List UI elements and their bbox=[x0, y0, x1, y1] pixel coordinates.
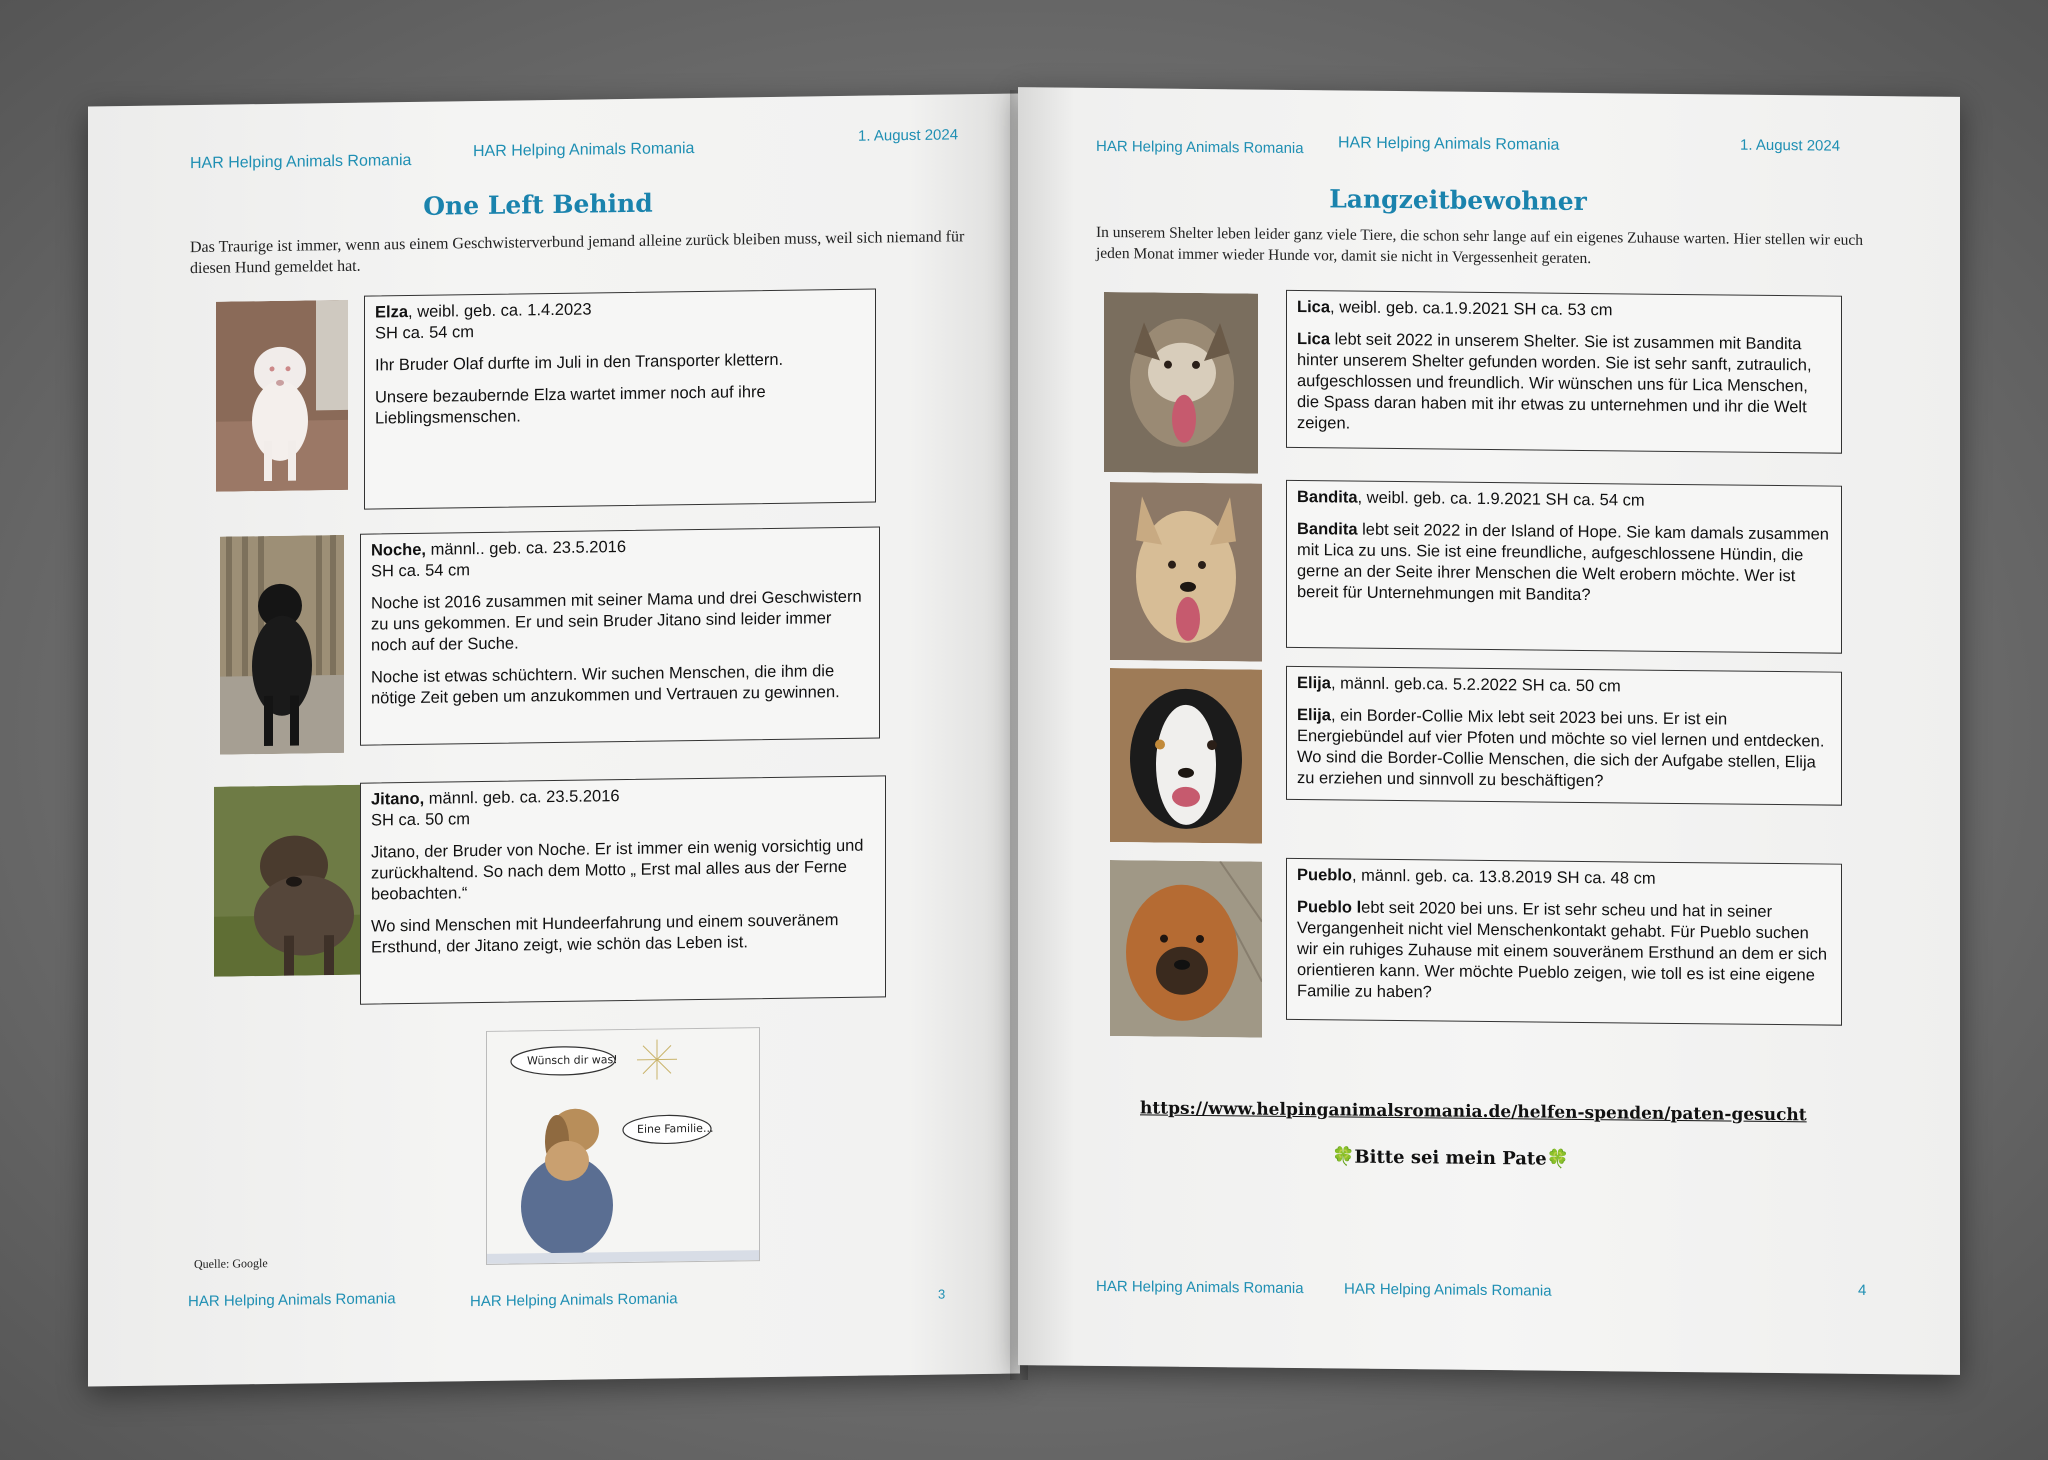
page-number: 3 bbox=[938, 1286, 946, 1302]
dog-name-lead: Pueblo l bbox=[1297, 897, 1362, 917]
header-date: 1. August 2024 bbox=[858, 126, 959, 145]
dog-card-elza bbox=[364, 289, 876, 510]
speech-bubble: Eine Familie... bbox=[637, 1121, 714, 1136]
dog-text: Wo sind Menschen mit Hundeerfahrung und einem souveränem Ersthund, der Jitano zeigt, wie schön das Leben ist. bbox=[371, 911, 839, 957]
page-title: One Left Behind bbox=[423, 188, 653, 221]
dog-name: Elija bbox=[1297, 673, 1331, 693]
dog-text: lebt seit 2022 in der Island of Hope. Sie kam damals zusammen mit Lica zu uns. Sie ist eine freundliche, aufgeschlossene Hündin, die gerne an der Seite ihrer Menschen die Welt erobern möchte. Wer ist bereit für Unternehmungen mit Bandita? bbox=[1297, 520, 1829, 605]
dog-card-elija bbox=[1286, 666, 1842, 806]
dog-meta: , weibl. geb. ca. 1.9.2021 SH ca. 54 cm bbox=[1357, 488, 1645, 510]
page-number: 4 bbox=[1858, 1281, 1867, 1299]
right-page bbox=[1018, 87, 1960, 1375]
dog-size: SH ca. 54 cm bbox=[375, 323, 475, 343]
speech-bubble: Wünsch dir was! bbox=[527, 1053, 618, 1068]
dog-card-bandita bbox=[1286, 480, 1842, 654]
dog-text: , ein Border-Collie Mix lebt seit 2023 bei uns. Er ist ein Energiebündel auf vier Pfoten und möchte so viel lernen und entdecken. Wo sind die Border-Collie Menschen, die sich der Aufgabe stellen, Elija zu erziehen und sinnvoll zu beschäftigen? bbox=[1297, 706, 1825, 791]
dog-name-lead: Lica bbox=[1297, 329, 1331, 349]
dog-text: Ihr Bruder Olaf durfte im Juli in den Transporter klettern. bbox=[375, 350, 784, 375]
dog-text: lebt seit 2022 in unserem Shelter. Sie ist zusammen mit Bandita hinter unserem Shelter gefunden worden. Sie ist sehr sanft, zutraulich, aufgeschlossen und freundlich. Wir wünschen uns für Lica Menschen, die Spass daran haben mit ihr etwas zu unternehmen und ihr die Welt zeigen. bbox=[1297, 330, 1812, 433]
footer-brand: HAR Helping Animals Romania bbox=[470, 1290, 678, 1311]
header-brand: HAR Helping Animals Romania bbox=[473, 140, 695, 161]
dog-meta: , männl. geb.ca. 5.2.2022 SH ca. 50 cm bbox=[1330, 674, 1621, 696]
footer-brand: HAR Helping Animals Romania bbox=[1096, 1277, 1304, 1298]
footer-brand: HAR Helping Animals Romania bbox=[188, 1290, 396, 1311]
dog-size: SH ca. 50 cm bbox=[371, 810, 471, 830]
dog-text: ebt seit 2020 bei uns. Er ist sehr scheu und hat in seiner Vergangenheit nicht viel Menschenkontakt gehabt. Für Pueblo suchen wir ein ruhiges Zuhause mit einem souveränem Ersthund an dem er sich orientieren kann. Wer möchte Pueblo zeigen, wie toll es ist eine eigene Familie zu haben? bbox=[1297, 898, 1828, 1002]
dog-name-lead: Bandita bbox=[1297, 519, 1358, 539]
dog-meta: , weibl. geb. ca.1.9.2021 SH ca. 53 cm bbox=[1330, 298, 1613, 320]
wish-illustration bbox=[486, 1027, 760, 1265]
dog-name: Noche, bbox=[371, 540, 427, 560]
dog-text: Noche ist etwas schüchtern. Wir suchen Menschen, die ihm die nötige Zeit geben um anzukommen und Vertrauen zu gewinnen. bbox=[371, 662, 840, 708]
brindle-dog-photo bbox=[214, 784, 380, 976]
bandita-dog-photo bbox=[1110, 482, 1262, 662]
dog-size: SH ca. 54 cm bbox=[371, 561, 471, 581]
dog-text: Jitano, der Bruder von Noche. Er ist immer ein wenig vorsichtig und zurückhaltend. So nach dem Motto „ Erst mal alles aus der Ferne beobachten.“ bbox=[371, 836, 864, 904]
pueblo-dog-photo bbox=[1110, 860, 1262, 1038]
source-note: Quelle: Google bbox=[194, 1255, 268, 1272]
footer-brand: HAR Helping Animals Romania bbox=[1344, 1280, 1552, 1300]
white-dog-photo bbox=[216, 300, 348, 492]
header-brand: HAR Helping Animals Romania bbox=[1338, 134, 1560, 154]
dog-meta: , männl. geb. ca. 13.8.2019 SH ca. 48 cm bbox=[1352, 866, 1656, 888]
dog-name: Pueblo bbox=[1297, 865, 1353, 885]
dog-text: Noche ist 2016 zusammen mit seiner Mama und drei Geschwistern zu uns gekommen. Er und sein Bruder Jitano sind leider immer noch auf der Suche. bbox=[371, 587, 862, 655]
dog-meta: , weibl. geb. ca. 1.4.2023 bbox=[408, 300, 592, 322]
dog-name: Elza bbox=[375, 303, 409, 322]
dog-name-lead: Elija bbox=[1297, 705, 1331, 725]
intro-text: Das Traurige ist immer, wenn aus einem Geschwisterverbund jemand alleine zurück bleiben muss, weil sich niemand für diesen Hund gemeldet hat. bbox=[190, 228, 965, 278]
intro-text: In unserem Shelter leben leider ganz viele Tiere, die schon sehr lange auf ein eigenes Zuhause warten. Hier stellen wir euch jeden Monat immer wieder Hunde vor, damit sie nicht in Vergessenheit geraten. bbox=[1096, 223, 1863, 268]
dog-card-pueblo bbox=[1286, 858, 1842, 1026]
clover-icon: 🍀 bbox=[1332, 1146, 1355, 1168]
dog-meta: männl.. geb. ca. 23.5.2016 bbox=[426, 537, 626, 559]
header-brand: HAR Helping Animals Romania bbox=[1096, 137, 1304, 158]
dog-card-lica bbox=[1286, 290, 1842, 454]
dog-text: Unsere bezaubernde Elza wartet immer noch auf ihre Lieblingsmenschen. bbox=[375, 383, 766, 428]
header-date: 1. August 2024 bbox=[1740, 136, 1841, 155]
left-page bbox=[88, 93, 1020, 1386]
page-title: Langzeitbewohner bbox=[1329, 184, 1587, 217]
clover-icon: 🍀 bbox=[1546, 1148, 1570, 1170]
header-brand: HAR Helping Animals Romania bbox=[190, 151, 412, 173]
elija-dog-photo bbox=[1110, 668, 1262, 844]
sponsor-request bbox=[1332, 1146, 1569, 1169]
dog-name: Jitano, bbox=[371, 789, 425, 809]
black-dog-photo bbox=[220, 535, 344, 755]
dog-card-noche bbox=[360, 526, 880, 745]
dog-name: Bandita bbox=[1297, 487, 1358, 507]
sponsorship-link[interactable]: https://www.helpinganimalsromania.de/helfen-spenden/paten-gesucht bbox=[1140, 1098, 1807, 1126]
dog-name: Lica bbox=[1297, 297, 1331, 317]
dog-card-jitano bbox=[360, 775, 886, 1004]
sponsor-request-text: Bitte sei mein Pate bbox=[1354, 1146, 1547, 1170]
lica-dog-photo bbox=[1104, 292, 1258, 474]
dog-meta: männl. geb. ca. 23.5.2016 bbox=[424, 787, 620, 808]
